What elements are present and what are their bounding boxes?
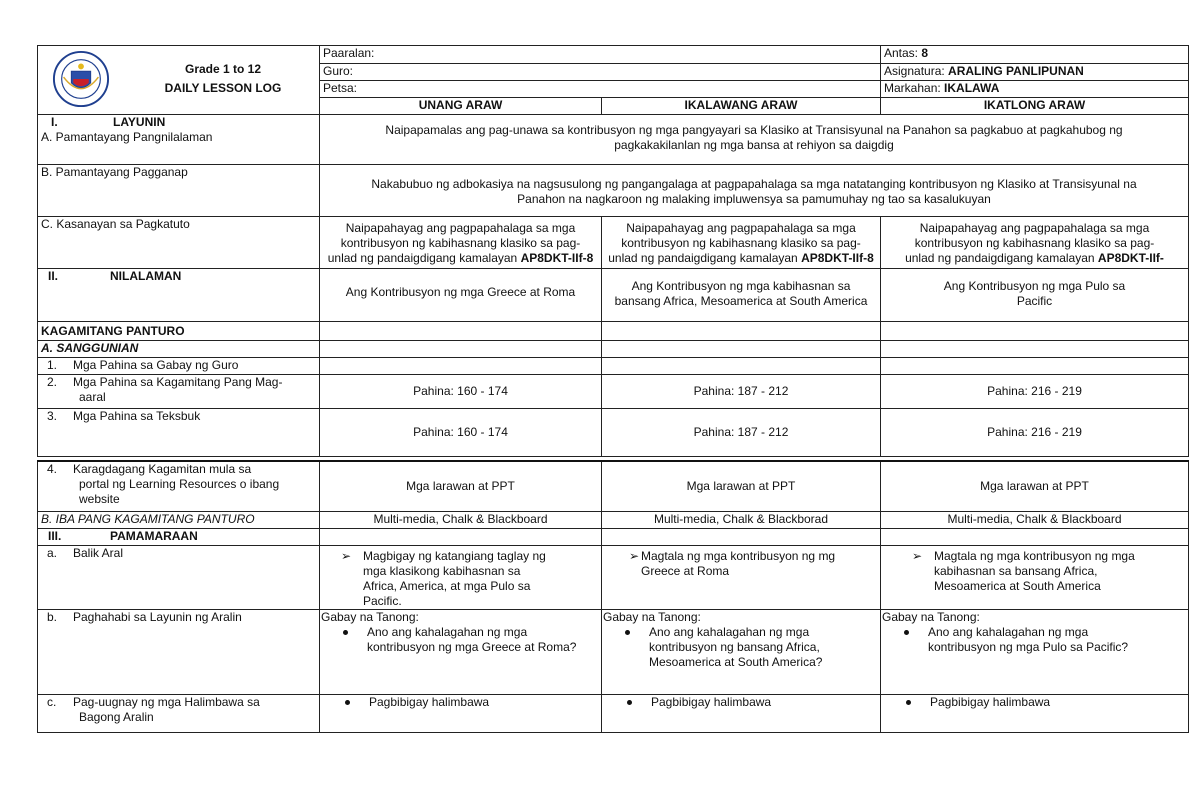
pag-uugnay-line1: Pag-uugnay ng mga Halimbawa sa — [73, 694, 260, 709]
pag-uugnay-label — [38, 694, 320, 732]
balik-aral-day1-line1: Magbigay ng katangiang taglay ng — [363, 548, 546, 563]
karagdagang-kagamitan-label — [38, 461, 320, 511]
arrow-bullet-icon: ➢ — [629, 548, 640, 563]
item1-text: Mga Pahina sa Gabay ng Guro — [73, 358, 239, 372]
balik-aral-day1-line4: Pacific. — [363, 593, 402, 608]
sanggunian-day1 — [320, 341, 602, 358]
pag-uugnay-num: c. — [47, 694, 57, 709]
asignatura-field — [881, 64, 1189, 81]
balik-aral-day3-line2: kabihasnan sa bansang Africa, — [934, 563, 1098, 578]
balik-aral-day1-line2: mga klasikong kabihasnan sa — [363, 563, 521, 578]
balik-aral-day2-line2: Greece at Roma — [641, 563, 730, 578]
gabay-guro-day3 — [881, 358, 1189, 375]
layunin-heading: LAYUNIN — [113, 115, 166, 129]
kasanayan-day3-line1: Naipapahayag ang pagpapahalaga sa mga — [919, 221, 1150, 235]
item3-num: 3. — [47, 409, 58, 423]
pamamaraan-label-cell — [38, 528, 320, 545]
petsa-field: Petsa: — [320, 81, 881, 98]
sanggunian-label: A. SANGGUNIAN — [38, 341, 320, 358]
markahan-value: IKALAWA — [944, 81, 1000, 95]
item3-day3: Pahina: 216 - 219 — [881, 409, 1189, 457]
deped-seal-icon — [52, 50, 110, 108]
gabay-guro-day1 — [320, 358, 602, 375]
markahan-label: Markahan: — [884, 81, 941, 95]
nilalaman-day3-line1: Ang Kontribusyon ng mga Pulo sa — [943, 279, 1126, 293]
kasanayan-day2-line3: unlad ng pandaigdigang kamalayan — [608, 251, 798, 265]
balik-aral-day3-line1: Magtala ng mga kontribusyon ng mga — [934, 548, 1135, 563]
pag-uugnay-day2 — [602, 694, 881, 732]
item2-day2: Pahina: 187 - 212 — [602, 375, 881, 409]
pamantayang-pangnilalaman-label: A. Pamantayang Pangnilalaman — [41, 130, 213, 144]
paghahabi-day3-line2: kontribusyon ng mga Pulo sa Pacific? — [928, 639, 1129, 654]
balik-aral-day1 — [320, 545, 602, 609]
item3-text: Mga Pahina sa Teksbuk — [73, 409, 201, 423]
nilalaman-day3-line2: Pacific — [1016, 294, 1053, 308]
kagamitan-heading: KAGAMITANG PANTURO — [38, 322, 320, 341]
paghahabi-day2-line3: Mesoamerica at South America? — [649, 654, 823, 669]
antas-field — [881, 46, 1189, 64]
pangnilalaman-line1: Naipapamalas ang pag-unawa sa kontribusyon ng mga pangyayari sa Klasiko at Transisyunal na Panahon sa pagkabuo at pagkahubog ng — [385, 123, 1123, 137]
header-title-grade: Grade 1 to 12 — [184, 62, 262, 76]
antas-value: 8 — [921, 46, 929, 60]
pamamaraan-day2 — [602, 528, 881, 545]
item4-day3: Mga larawan at PPT — [881, 461, 1189, 511]
paghahabi-day1-line1: Ano ang kahalagahan ng mga — [367, 624, 528, 639]
item2-line2: aaral — [79, 390, 106, 404]
nilalaman-day1: Ang Kontribusyon ng mga Greece at Roma — [320, 269, 602, 322]
layunin-label-cell — [38, 115, 320, 165]
pagganap-line1: Nakabubuo ng adbokasiya na nagsusulong ng pangangalaga at pagpapahalaga sa mga natatanging kontribusyon ng Klasiko at Transisyunal na — [371, 177, 1137, 191]
guro-field: Guro: — [320, 64, 881, 81]
kagamitan-day1 — [320, 322, 602, 341]
kasanayan-day2-line1: Naipapahayag ang pagpapahalaga sa mga — [626, 221, 856, 235]
kasanayan-day1-line3: unlad ng pandaigdigang kamalayan — [327, 251, 518, 265]
pag-uugnay-day2-text: Pagbibigay halimbawa — [651, 694, 772, 709]
bullet-icon — [904, 630, 909, 635]
balik-aral-day1-line3: Africa, America, at mga Pulo sa — [363, 578, 531, 593]
balik-aral-num: a. — [47, 545, 58, 560]
item1-num: 1. — [47, 358, 58, 372]
item4-day2: Mga larawan at PPT — [602, 461, 881, 511]
pamantayang-pangnilalaman-content — [320, 115, 1189, 165]
kasanayan-day3-code: AP8DKT-IIf- — [1097, 251, 1164, 265]
nilalaman-heading: NILALAMAN — [110, 269, 182, 283]
kagamitan-day2 — [602, 322, 881, 341]
kasanayan-label: C. Kasanayan sa Pagkatuto — [38, 217, 320, 269]
gabay-label-day3: Gabay na Tanong: — [882, 609, 980, 624]
paghahabi-day2-line1: Ano ang kahalagahan ng mga — [649, 624, 810, 639]
day2-header: IKALAWANG ARAW — [602, 98, 881, 115]
bullet-icon — [906, 700, 911, 705]
pag-uugnay-line2: Bagong Aralin — [79, 709, 154, 724]
item2-num: 2. — [47, 375, 58, 389]
kasanayan-day1 — [320, 217, 602, 269]
pag-uugnay-day3-text: Pagbibigay halimbawa — [930, 694, 1051, 709]
paghahabi-day1-line2: kontribusyon ng mga Greece at Roma? — [367, 639, 577, 654]
item4-num: 4. — [47, 462, 58, 476]
item4-day1: Mga larawan at PPT — [320, 461, 602, 511]
kagamitang-pang-mag-aaral-label — [38, 375, 320, 409]
pag-uugnay-day1 — [320, 694, 602, 732]
pamantayang-pagganap-label: B. Pamantayang Pagganap — [38, 165, 320, 217]
bullet-icon — [343, 630, 348, 635]
day1-header: UNANG ARAW — [320, 98, 602, 115]
balik-aral-label — [38, 545, 320, 609]
arrow-bullet-icon: ➢ — [341, 548, 352, 563]
paghahabi-day3-line1: Ano ang kahalagahan ng mga — [928, 624, 1089, 639]
bullet-icon — [627, 700, 632, 705]
paghahabi-day3 — [881, 609, 1189, 694]
iba-pang-day1: Multi-media, Chalk & Blackboard — [320, 511, 602, 528]
pamamaraan-day3 — [881, 528, 1189, 545]
asignatura-label: Asignatura: — [884, 64, 945, 78]
paghahabi-text: Paghahabi sa Layunin ng Aralin — [73, 609, 242, 624]
pag-uugnay-day3 — [881, 694, 1189, 732]
kasanayan-day3-line2: kontribusyon ng kabihasnang klasiko sa pag- — [914, 236, 1155, 250]
nilalaman-label-cell — [38, 269, 320, 322]
pamamaraan-num: III. — [48, 528, 62, 543]
paghahabi-day1 — [320, 609, 602, 694]
markahan-field — [881, 81, 1189, 98]
kasanayan-day2-code: AP8DKT-IIf-8 — [801, 251, 874, 265]
asignatura-value: ARALING PANLIPUNAN — [948, 64, 1084, 78]
balik-aral-text: Balik Aral — [73, 545, 124, 560]
layunin-num: I. — [51, 115, 58, 129]
balik-aral-day3-line3: Mesoamerica at South America — [934, 578, 1101, 593]
gabay-guro-label — [38, 358, 320, 375]
pamamaraan-heading: PAMAMARAAN — [110, 528, 198, 543]
kasanayan-day1-line2: kontribusyon ng kabihasnang klasiko sa pag- — [340, 236, 581, 250]
sanggunian-day3 — [881, 341, 1189, 358]
nilalaman-num: II. — [48, 269, 59, 283]
lesson-log-table — [37, 45, 1189, 733]
teksbuk-label — [38, 409, 320, 457]
kasanayan-day3-line3: unlad ng pandaigdigang kamalayan — [905, 251, 1095, 265]
bullet-icon — [625, 630, 630, 635]
gabay-guro-day2 — [602, 358, 881, 375]
item4-line2: portal ng Learning Resources o ibang — [79, 477, 280, 491]
iba-pang-day3: Multi-media, Chalk & Blackboard — [881, 511, 1189, 528]
pamantayang-pagganap-content — [320, 165, 1189, 217]
sanggunian-day2 — [602, 341, 881, 358]
nilalaman-day3 — [881, 269, 1189, 322]
pagganap-line2: Panahon na nagkaroon ng malaking impluwensya sa pamumuhay ng tao sa kasalukuyan — [517, 192, 991, 206]
kasanayan-day1-code: AP8DKT-IIf-8 — [520, 251, 594, 265]
kasanayan-day2 — [602, 217, 881, 269]
item3-day1: Pahina: 160 - 174 — [320, 409, 602, 457]
nilalaman-day2 — [602, 269, 881, 322]
nilalaman-day2-line1: Ang Kontribusyon ng mga kabihasnan sa — [631, 279, 851, 293]
balik-aral-day2-line1: Magtala ng mga kontribusyon ng mg — [641, 548, 836, 563]
balik-aral-day3 — [881, 545, 1189, 609]
pamamaraan-day1 — [320, 528, 602, 545]
header-title-dll: DAILY LESSON LOG — [164, 81, 282, 95]
item4-line3: website — [79, 492, 120, 506]
day3-header: IKATLONG ARAW — [881, 98, 1189, 115]
arrow-bullet-icon: ➢ — [912, 548, 923, 563]
bullet-icon — [345, 700, 350, 705]
balik-aral-day2 — [602, 545, 881, 609]
item4-line1: Karagdagang Kagamitan mula sa — [73, 462, 252, 476]
pag-uugnay-day1-text: Pagbibigay halimbawa — [369, 694, 490, 709]
item2-day3: Pahina: 216 - 219 — [881, 375, 1189, 409]
paghahabi-day2-line2: kontribusyon ng bansang Africa, — [649, 639, 820, 654]
kasanayan-day1-line1: Naipapahayag ang pagpapahalaga sa mga — [345, 221, 576, 235]
paghahabi-num: b. — [47, 609, 58, 624]
item3-day2: Pahina: 187 - 212 — [602, 409, 881, 457]
kasanayan-day2-line2: kontribusyon ng kabihasnang klasiko sa pag- — [621, 236, 861, 250]
antas-label: Antas: — [884, 46, 919, 60]
iba-pang-kagamitan-label: B. IBA PANG KAGAMITANG PANTURO — [38, 511, 320, 528]
daily-lesson-log — [37, 45, 1188, 733]
paaralan-field: Paaralan: — [320, 46, 881, 64]
iba-pang-day2: Multi-media, Chalk & Blackborad — [602, 511, 881, 528]
header-logo-cell — [38, 46, 320, 115]
paghahabi-day2 — [602, 609, 881, 694]
kagamitan-day3 — [881, 322, 1189, 341]
item2-line1: Mga Pahina sa Kagamitang Pang Mag- — [73, 375, 283, 389]
item2-day1: Pahina: 160 - 174 — [320, 375, 602, 409]
pangnilalaman-line2: pagkakakilanlan ng mga bansa at rehiyon sa daigdig — [614, 138, 894, 152]
gabay-label-day1: Gabay na Tanong: — [321, 609, 419, 624]
kasanayan-day3 — [881, 217, 1189, 269]
gabay-label-day2: Gabay na Tanong: — [603, 609, 701, 624]
paghahabi-label — [38, 609, 320, 694]
nilalaman-day2-line2: bansang Africa, Mesoamerica at South America — [614, 294, 868, 308]
